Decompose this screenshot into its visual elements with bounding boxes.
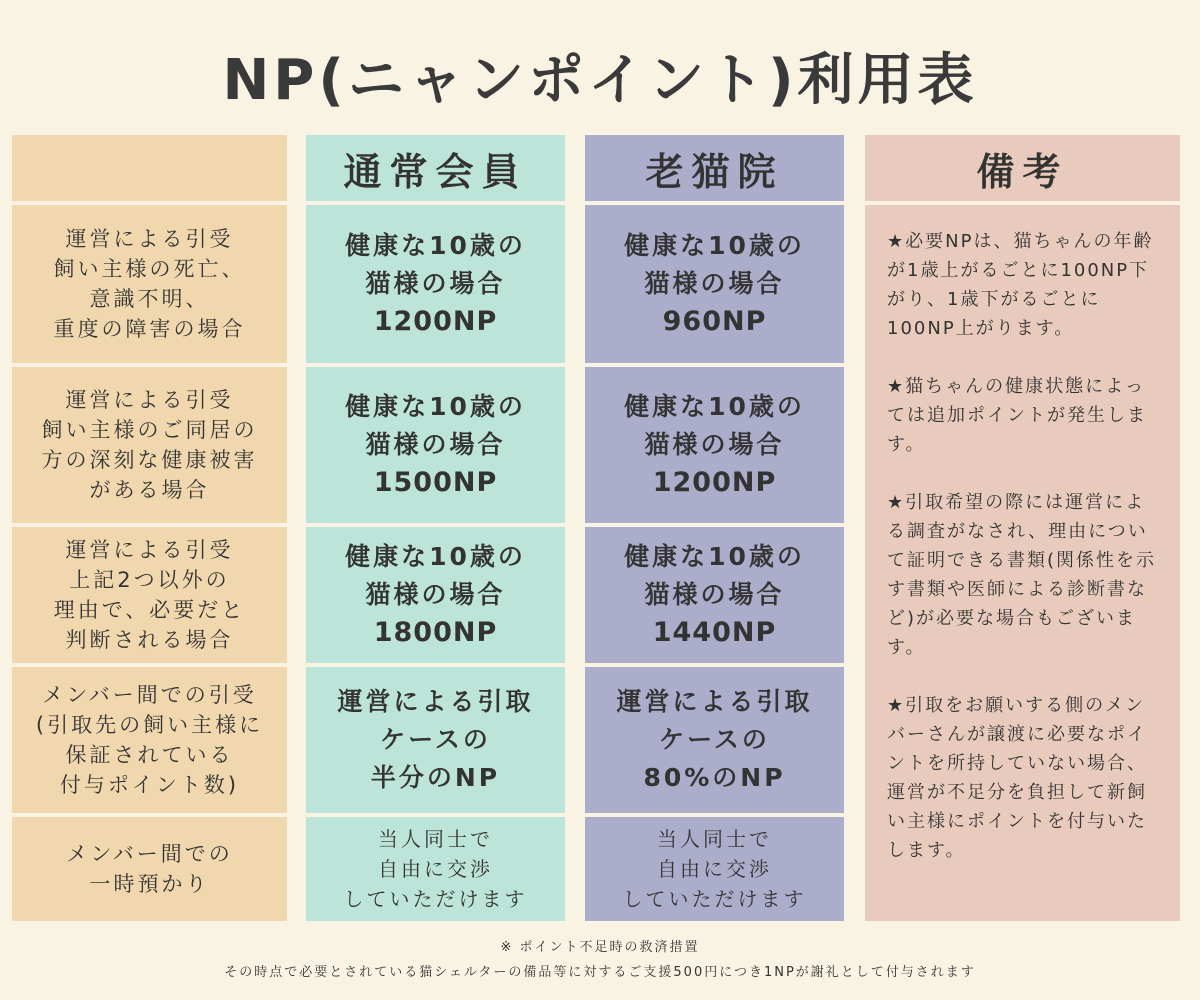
notes-body [865,205,1180,921]
price-amount: 1800NP [373,617,498,648]
price-amount: 1200NP [373,306,498,337]
price-description: 運営による引取 ケースの 半分のNP [337,687,534,792]
regular-price-cell [306,367,565,523]
regular-price-cell [306,205,565,363]
condition-cell [12,205,287,363]
price-amount: 1200NP [652,467,777,498]
regular-price-cell [306,527,565,663]
note-item: ★引取をお願いする側のメンバーさんが譲渡に必要なポイントを所持していない場合、運営が不足分を負担して新飼い主様にポイントを付与いたします。 [887,695,1147,861]
price-description: 健康な10歳の 猫様の場合 [345,542,526,609]
price-description: 運営による引取 ケースの 80%のNP [616,687,813,792]
price-description: 健康な10歳の 猫様の場合 [345,392,526,459]
price-description: 健康な10歳の 猫様の場合 [624,542,805,609]
footer-note-title: ※ ポイント不足時の救済措置 [500,940,700,955]
condition-cell [12,817,287,921]
footer-note-text: その時点で必要とされている猫シェルターの備品等に対するご支援500円につき1NPが謝礼として付与されます [224,965,976,980]
regular-price-cell [306,817,565,921]
senior-price-cell [585,367,844,523]
price-description: 健康な10歳の 猫様の場合 [345,231,526,298]
condition-text: 運営による引受 飼い主様の死亡、 意識不明、 重度の障害の場合 [53,227,246,341]
senior-price-cell [585,205,844,363]
senior-price-cell [585,667,844,813]
note-item: ★引取希望の際には運営による調査がなされ、理由について証明できる書類(関係性を示す書類や医師による診断書など)が必要な場合もございます。 [887,492,1157,658]
condition-cell [12,367,287,523]
notes-header: 備考 [865,135,1180,201]
price-description: 健康な10歳の 猫様の場合 [624,392,805,459]
condition-text: 運営による引受 上記2つ以外の 理由で、必要だと 判断される場合 [53,538,246,652]
note-item: ★必要NPは、猫ちゃんの年齢が1歳上がるごとに100NP下がり、1歳下がるごとに100NP上がります。 [887,231,1154,339]
note-item: ★猫ちゃんの健康状態によっては追加ポイントが発生します。 [887,376,1147,455]
price-amount: 1440NP [652,617,777,648]
price-amount: 1500NP [373,467,498,498]
condition-text: メンバー間での引受 (引取先の飼い主様に 保証されている 付与ポイント数) [35,683,264,797]
regular-member-header: 通常会員 [306,135,565,201]
price-amount: 960NP [662,306,767,337]
price-description: 健康な10歳の 猫様の場合 [624,231,805,298]
regular-price-cell [306,667,565,813]
price-description: 当人同士で 自由に交渉 していただけます [622,827,807,911]
page-title: NP(ニャンポイント)利用表 [222,48,978,113]
senior-price-cell [585,817,844,921]
condition-text: メンバー間での 一時預かり [66,842,233,896]
condition-cell [12,667,287,813]
price-description: 当人同士で 自由に交渉 していただけます [343,827,528,911]
condition-cell [12,527,287,663]
senior-cat-home-header: 老猫院 [585,135,844,201]
condition-header [12,135,287,201]
senior-price-cell [585,527,844,663]
condition-text: 運営による引受 飼い主様のご同居の 方の深刻な健康被害 がある場合 [41,388,258,502]
